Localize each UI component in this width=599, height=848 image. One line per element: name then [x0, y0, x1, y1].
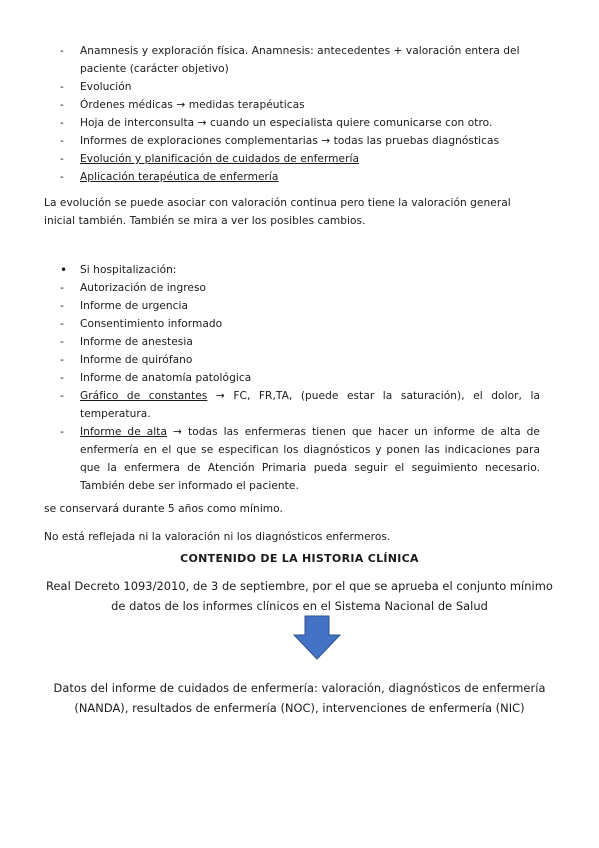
list-item [60, 351, 540, 369]
list-item-bullet [60, 261, 540, 279]
section-heading: CONTENIDO DE LA HISTORIA CLÍNICA [180, 552, 419, 565]
list-item-text: Autorización de ingreso [80, 282, 207, 294]
list-item-label-underlined: Gráfico de constantes [80, 390, 208, 402]
list-item [60, 387, 540, 423]
list-item-text: Informe de anestesia [80, 336, 193, 348]
list-item [60, 114, 540, 132]
list-item [60, 423, 540, 495]
list-item-text: Informe de anatomía patológica [80, 372, 252, 384]
list-item-text: Órdenes médicas → medidas terapéuticas [80, 99, 305, 111]
list-item-text: Informe de urgencia [80, 300, 189, 312]
list-item-text: → todas las enfermeras tienen que hacer un informe de alta de enfermería en el que se especifican los diagnósticos y ponen las indicaciones para que la enfermera de Atención Primaria pueda seguir el seguimiento necesario. También debe ser informado el paciente. [80, 426, 540, 492]
list-item-text: Informe de quirófano [80, 354, 193, 366]
down-arrow-shape [292, 615, 342, 661]
list-item [60, 369, 540, 387]
note-paragraph: No está reflejada ni la valoración ni los diagnósticos enfermeros. [44, 531, 391, 543]
list-item [60, 150, 540, 168]
list-item-label-underlined: Informe de alta [80, 426, 168, 438]
list-item-text: Anamnesis y exploración física. Anamnesis: antecedentes + valoración entera del paciente (carácter objetivo) [80, 45, 520, 75]
list-item [60, 279, 540, 297]
list-item-text-underlined: Aplicación terapéutica de enfermería [80, 171, 279, 183]
down-arrow-icon [292, 615, 342, 661]
hospitalization-list [60, 261, 540, 495]
list-item-text: Hoja de interconsulta → cuando un especialista quiere comunicarse con otro. [80, 117, 493, 129]
list-item [60, 42, 540, 78]
list-item-text: Evolución [80, 81, 132, 93]
evolution-paragraph: La evolución se puede asociar con valoración continua pero tiene la valoración general inicial también. También se mira a ver los posibles cambios. [44, 197, 511, 227]
nursing-report-text: Datos del informe de cuidados de enfermería: valoración, diagnósticos de enfermería (NANDA), resultados de enfermería (NOC), intervenciones de enfermería (NIC) [53, 681, 546, 715]
retention-paragraph: se conservará durante 5 años como mínimo. [44, 503, 283, 515]
list-item [60, 78, 540, 96]
list-item [60, 132, 540, 150]
list-item-text: → FC, FR,TA, (puede estar la saturación), el dolor, la temperatura. [80, 390, 540, 420]
list-item-text: Informes de exploraciones complementarias → todas las pruebas diagnósticas [80, 135, 500, 147]
list-item [60, 96, 540, 114]
list-item-text: Consentimiento informado [80, 318, 223, 330]
list-item [60, 315, 540, 333]
list-item [60, 168, 540, 186]
record-contents-list [60, 42, 540, 186]
list-item [60, 297, 540, 315]
list-item-text-underlined: Evolución y planificación de cuidados de enfermería [80, 153, 360, 165]
list-item [60, 333, 540, 351]
decree-text: Real Decreto 1093/2010, de 3 de septiembre, por el que se aprueba el conjunto mínimo de datos de los informes clínicos en el Sistema Nacional de Salud [46, 579, 553, 613]
list-item-text: Si hospitalización: [80, 264, 177, 276]
